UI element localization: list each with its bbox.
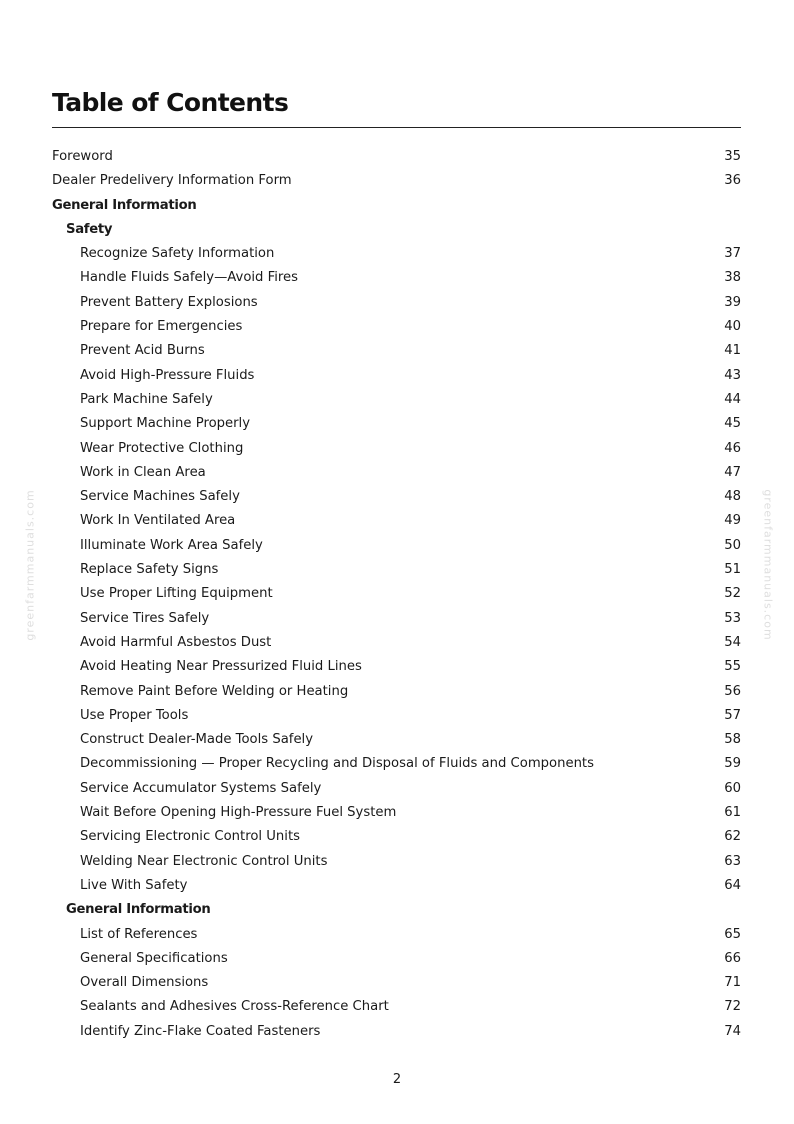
toc-entry-page-number: 49 xyxy=(724,513,741,529)
toc-entry-label: Use Proper Lifting Equipment xyxy=(80,586,273,602)
toc-entry[interactable] xyxy=(52,1020,741,1044)
toc-entry-label: Avoid Heating Near Pressurized Fluid Lines xyxy=(80,659,362,675)
toc-entry-label: Service Tires Safely xyxy=(80,610,210,626)
toc-entry-page-number: 72 xyxy=(724,999,741,1015)
toc-entry-label: Service Machines Safely xyxy=(80,489,240,505)
toc-section-heading xyxy=(52,218,741,242)
toc-entry-page-number: 66 xyxy=(724,950,741,966)
toc-entry[interactable] xyxy=(52,923,741,947)
toc-entry[interactable] xyxy=(52,582,741,606)
toc-entry-label: Wear Protective Clothing xyxy=(80,440,244,456)
toc-entry-page-number: 56 xyxy=(724,683,741,699)
toc-entry-label: Service Accumulator Systems Safely xyxy=(80,780,322,796)
toc-entry[interactable] xyxy=(52,266,741,290)
toc-entry-page-number: 38 xyxy=(724,270,741,286)
toc-entry-label: Sealants and Adhesives Cross-Reference Chart xyxy=(80,999,389,1015)
toc-entry-label: Prevent Acid Burns xyxy=(80,343,205,359)
toc-entry-page-number: 41 xyxy=(724,343,741,359)
toc-entry[interactable] xyxy=(52,509,741,533)
toc-entry-label: Welding Near Electronic Control Units xyxy=(80,853,328,869)
toc-entry-label: Recognize Safety Information xyxy=(80,246,275,262)
toc-section-heading xyxy=(52,898,741,922)
toc-entry[interactable] xyxy=(52,169,741,193)
toc-entry-page-number: 54 xyxy=(724,634,741,650)
toc-entry-label: General Information xyxy=(66,902,211,918)
toc-entry-page-number: 62 xyxy=(724,829,741,845)
toc-entry-label: List of References xyxy=(80,926,198,942)
toc-entry-label: Use Proper Tools xyxy=(80,707,189,723)
toc-entry[interactable] xyxy=(52,412,741,436)
toc-entry-page-number: 65 xyxy=(724,926,741,942)
toc-entry-label: Wait Before Opening High-Pressure Fuel System xyxy=(80,805,397,821)
toc-entry[interactable] xyxy=(52,752,741,776)
toc-entry-page-number: 63 xyxy=(724,853,741,869)
toc-entry-label: Avoid Harmful Asbestos Dust xyxy=(80,634,272,650)
toc-entry[interactable] xyxy=(52,825,741,849)
toc-entry[interactable] xyxy=(52,315,741,339)
toc-entry-page-number: 74 xyxy=(724,1023,741,1039)
toc-entry[interactable] xyxy=(52,680,741,704)
toc-entry-page-number: 52 xyxy=(724,586,741,602)
toc-entry-label: Remove Paint Before Welding or Heating xyxy=(80,683,349,699)
toc-entry-label: Construct Dealer-Made Tools Safely xyxy=(80,732,314,748)
toc-entry-page-number: 37 xyxy=(724,246,741,262)
toc-entry-page-number: 36 xyxy=(724,173,741,189)
toc-entry[interactable] xyxy=(52,874,741,898)
toc-entry[interactable] xyxy=(52,291,741,315)
toc-entry-page-number: 48 xyxy=(724,489,741,505)
toc-entry-page-number: 55 xyxy=(724,659,741,675)
toc-entry-page-number: 58 xyxy=(724,732,741,748)
toc-entry-page-number: 44 xyxy=(724,391,741,407)
toc-entry-page-number: 51 xyxy=(724,562,741,578)
toc-entry[interactable] xyxy=(52,631,741,655)
toc-entry[interactable] xyxy=(52,534,741,558)
toc-entry-page-number: 61 xyxy=(724,805,741,821)
toc-entry[interactable] xyxy=(52,461,741,485)
toc-entry-page-number: 50 xyxy=(724,537,741,553)
toc-entry[interactable] xyxy=(52,437,741,461)
toc-entry-label: General Information xyxy=(52,197,197,213)
toc-entry-page-number: 35 xyxy=(724,149,741,164)
toc-entry-label: Illuminate Work Area Safely xyxy=(80,537,263,553)
toc-entry[interactable] xyxy=(52,339,741,363)
toc-entry-page-number: 40 xyxy=(724,319,741,335)
toc-entry-label: Prepare for Emergencies xyxy=(80,319,243,335)
toc-entry[interactable] xyxy=(52,242,741,266)
page-number: 2 xyxy=(392,1072,402,1087)
toc-entry-page-number: 46 xyxy=(724,440,741,456)
toc-entry-page-number: 45 xyxy=(724,416,741,432)
toc-entry-page-number: 60 xyxy=(724,780,741,796)
toc-entry-label: Live With Safety xyxy=(80,877,188,893)
toc-entry-label: Avoid High-Pressure Fluids xyxy=(80,367,255,383)
toc-entry-label: Prevent Battery Explosions xyxy=(80,294,258,310)
toc-entry-page-number: 59 xyxy=(724,756,741,772)
toc-entry[interactable] xyxy=(52,971,741,995)
toc-entry-page-number: 71 xyxy=(724,975,741,991)
toc-entry[interactable] xyxy=(52,655,741,679)
watermark-left: greenfarmmanuals.com xyxy=(23,489,37,641)
toc-entry[interactable] xyxy=(52,777,741,801)
toc-entry-label: Overall Dimensions xyxy=(80,975,209,991)
toc-entry-page-number: 64 xyxy=(724,877,741,893)
toc-entry[interactable] xyxy=(52,388,741,412)
toc-entry[interactable] xyxy=(52,607,741,631)
toc-entry-label: Handle Fluids Safely—Avoid Fires xyxy=(80,270,299,286)
toc-entry-page-number: 57 xyxy=(724,707,741,723)
toc-entry-page-number: 43 xyxy=(724,367,741,383)
toc-entry-label: Dealer Predelivery Information Form xyxy=(52,173,292,189)
toc-entry[interactable] xyxy=(52,850,741,874)
toc-entry[interactable] xyxy=(52,364,741,388)
toc-entry-label: Foreword xyxy=(52,149,113,164)
toc-entry-label: Support Machine Properly xyxy=(80,416,251,432)
toc-entry[interactable] xyxy=(52,145,741,169)
toc-section-heading xyxy=(52,194,741,218)
toc-entry-label: Identify Zinc-Flake Coated Fasteners xyxy=(80,1023,321,1039)
toc-entry-page-number: 39 xyxy=(724,294,741,310)
page-title: Table of Contents xyxy=(52,88,289,117)
toc-entry-label: General Specifications xyxy=(80,950,228,966)
toc-entry-label: Work In Ventilated Area xyxy=(80,513,236,529)
toc-entry[interactable] xyxy=(52,485,741,509)
toc-entry[interactable] xyxy=(52,995,741,1019)
toc-entry-label: Park Machine Safely xyxy=(80,391,213,407)
toc-entry-page-number: 53 xyxy=(724,610,741,626)
watermark-right: greenfarmmanuals.com xyxy=(761,489,775,641)
toc-entry-label: Decommissioning — Proper Recycling and Disposal of Fluids and Components xyxy=(80,756,594,772)
title-divider xyxy=(52,127,741,128)
toc-entry-label: Replace Safety Signs xyxy=(80,562,219,578)
toc-entry[interactable] xyxy=(52,947,741,971)
toc-entry-label: Servicing Electronic Control Units xyxy=(80,829,300,845)
toc-entry[interactable] xyxy=(52,728,741,752)
toc-entry[interactable] xyxy=(52,801,741,825)
toc-entry[interactable] xyxy=(52,558,741,582)
toc-entry-page-number: 47 xyxy=(724,464,741,480)
toc-entry-label: Work in Clean Area xyxy=(80,464,206,480)
toc-list xyxy=(52,145,741,1044)
toc-entry[interactable] xyxy=(52,704,741,728)
toc-entry-label: Safety xyxy=(66,221,113,237)
